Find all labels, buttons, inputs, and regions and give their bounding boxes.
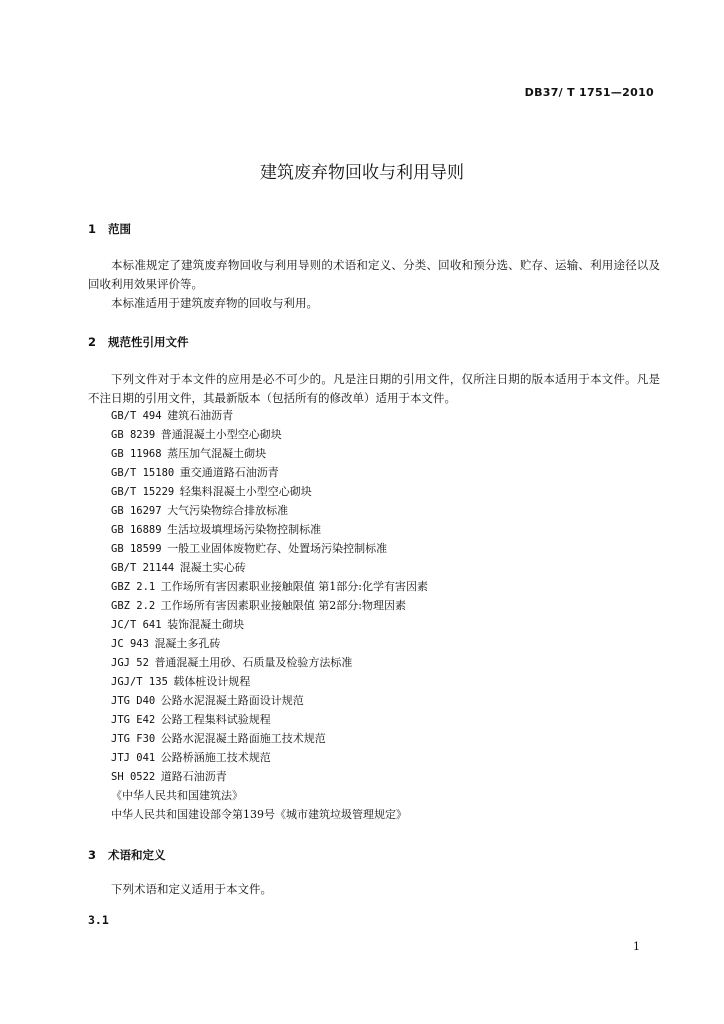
section-2-title: 规范性引用文件	[108, 335, 189, 349]
reference-item	[111, 710, 428, 729]
section-2-intro	[88, 370, 660, 408]
reference-title: 装饰混凝土砌块	[167, 618, 245, 631]
section-1-body	[88, 256, 660, 313]
reference-title: 混凝土多孔砖	[154, 637, 221, 650]
reference-code: JGJ/T 135	[111, 676, 168, 688]
reference-item	[111, 425, 428, 444]
reference-code: JC/T 641	[111, 619, 162, 631]
reference-item	[111, 558, 428, 577]
reference-item	[111, 615, 428, 634]
section-1-heading	[88, 221, 131, 237]
reference-title: 公路水泥混凝土路面设计规范	[160, 694, 304, 707]
applicability-paragraph: 本标准适用于建筑废弃物的回收与利用。	[111, 296, 318, 310]
reference-item	[111, 672, 428, 691]
reference-title: 混凝土实心砖	[179, 561, 246, 574]
reference-title: 重交通道路石油沥青	[179, 466, 279, 479]
reference-title: 《中华人民共和国建筑法》	[111, 789, 243, 802]
reference-title: 一般工业固体废物贮存、处置场污染控制标准	[167, 542, 388, 555]
reference-code: GB/T 15229	[111, 486, 175, 498]
reference-title: 普通混凝土用砂、石质量及检验方法标准	[154, 656, 353, 669]
reference-item	[111, 406, 428, 425]
terms-intro-paragraph: 下列术语和定义适用于本文件。	[111, 882, 272, 896]
reference-title: 蒸压加气混凝土砌块	[167, 447, 267, 460]
clause-number: 3.1	[88, 913, 109, 927]
reference-title: 工作场所有害因素职业接触限值 第1部分:化学有害因素	[160, 580, 428, 593]
reference-code: JC 943	[111, 638, 149, 650]
reference-item	[111, 748, 428, 767]
scope-paragraph: 本标准规定了建筑废弃物回收与利用导则的术语和定义、分类、回收和预分选、贮存、运输、利用途径以及回收利用效果评价等。	[88, 258, 660, 291]
reference-code: JGJ 52	[111, 657, 149, 669]
reference-title: 工作场所有害因素职业接触限值 第2部分:物理因素	[160, 599, 406, 612]
reference-code: GBZ 2.1	[111, 581, 156, 593]
reference-item	[111, 539, 428, 558]
reference-title: 公路桥涵施工技术规范	[160, 751, 271, 764]
reference-code: GB/T 494	[111, 410, 162, 422]
reference-title: 轻集料混凝土小型空心砌块	[179, 485, 312, 498]
reference-code: GB 16889	[111, 524, 162, 536]
section-2-number: 2	[88, 335, 97, 349]
reference-code: GBZ 2.2	[111, 600, 156, 612]
reference-code: GB 16297	[111, 505, 162, 517]
section-3-number: 3	[88, 848, 97, 862]
reference-code: GB 11968	[111, 448, 162, 460]
reference-item	[111, 463, 428, 482]
reference-code: GB/T 15180	[111, 467, 175, 479]
reference-code: GB 18599	[111, 543, 162, 555]
reference-item	[111, 634, 428, 653]
reference-title: 大气污染物综合排放标准	[167, 504, 289, 517]
standard-code: DB37/ T 1751—2010	[524, 86, 654, 99]
section-1-number: 1	[88, 222, 97, 236]
reference-item	[111, 805, 428, 824]
section-3-title: 术语和定义	[108, 848, 166, 862]
reference-item	[111, 596, 428, 615]
reference-code: JTG F30	[111, 733, 156, 745]
reference-code: GB 8239	[111, 429, 156, 441]
reference-code: JTG E42	[111, 714, 156, 726]
reference-item	[111, 520, 428, 539]
section-1-title: 范围	[108, 222, 131, 236]
reference-item	[111, 444, 428, 463]
reference-title: 载体桩设计规程	[173, 675, 251, 688]
reference-item	[111, 653, 428, 672]
reference-item	[111, 767, 428, 786]
reference-list	[111, 406, 428, 824]
document-title: 建筑废弃物回收与利用导则	[260, 163, 464, 183]
reference-item	[111, 577, 428, 596]
reference-code: GB/T 21144	[111, 562, 175, 574]
reference-title: 道路石油沥青	[160, 770, 227, 783]
reference-title: 建筑石油沥青	[167, 409, 234, 422]
reference-code: JTG D40	[111, 695, 156, 707]
reference-code: JTJ 041	[111, 752, 156, 764]
reference-item	[111, 691, 428, 710]
reference-title: 中华人民共和国建设部令第139号《城市建筑垃圾管理规定》	[111, 808, 407, 821]
section-3-heading	[88, 847, 166, 863]
page-number: 1	[633, 940, 640, 953]
section-2-heading	[88, 334, 189, 350]
reference-title: 普通混凝土小型空心砌块	[160, 428, 282, 441]
reference-code: SH 0522	[111, 771, 156, 783]
reference-title: 公路水泥混凝土路面施工技术规范	[160, 732, 326, 745]
reference-title: 公路工程集料试验规程	[160, 713, 271, 726]
reference-item	[111, 729, 428, 748]
section-3-intro	[88, 880, 660, 899]
reference-item	[111, 482, 428, 501]
reference-title: 生活垃圾填埋场污染物控制标准	[167, 523, 322, 536]
normative-intro-paragraph: 下列文件对于本文件的应用是必不可少的。凡是注日期的引用文件，仅所注日期的版本适用于本文件。凡是不注日期的引用文件，其最新版本（包括所有的修改单）适用于本文件。	[88, 372, 660, 405]
reference-item	[111, 501, 428, 520]
reference-item	[111, 786, 428, 805]
